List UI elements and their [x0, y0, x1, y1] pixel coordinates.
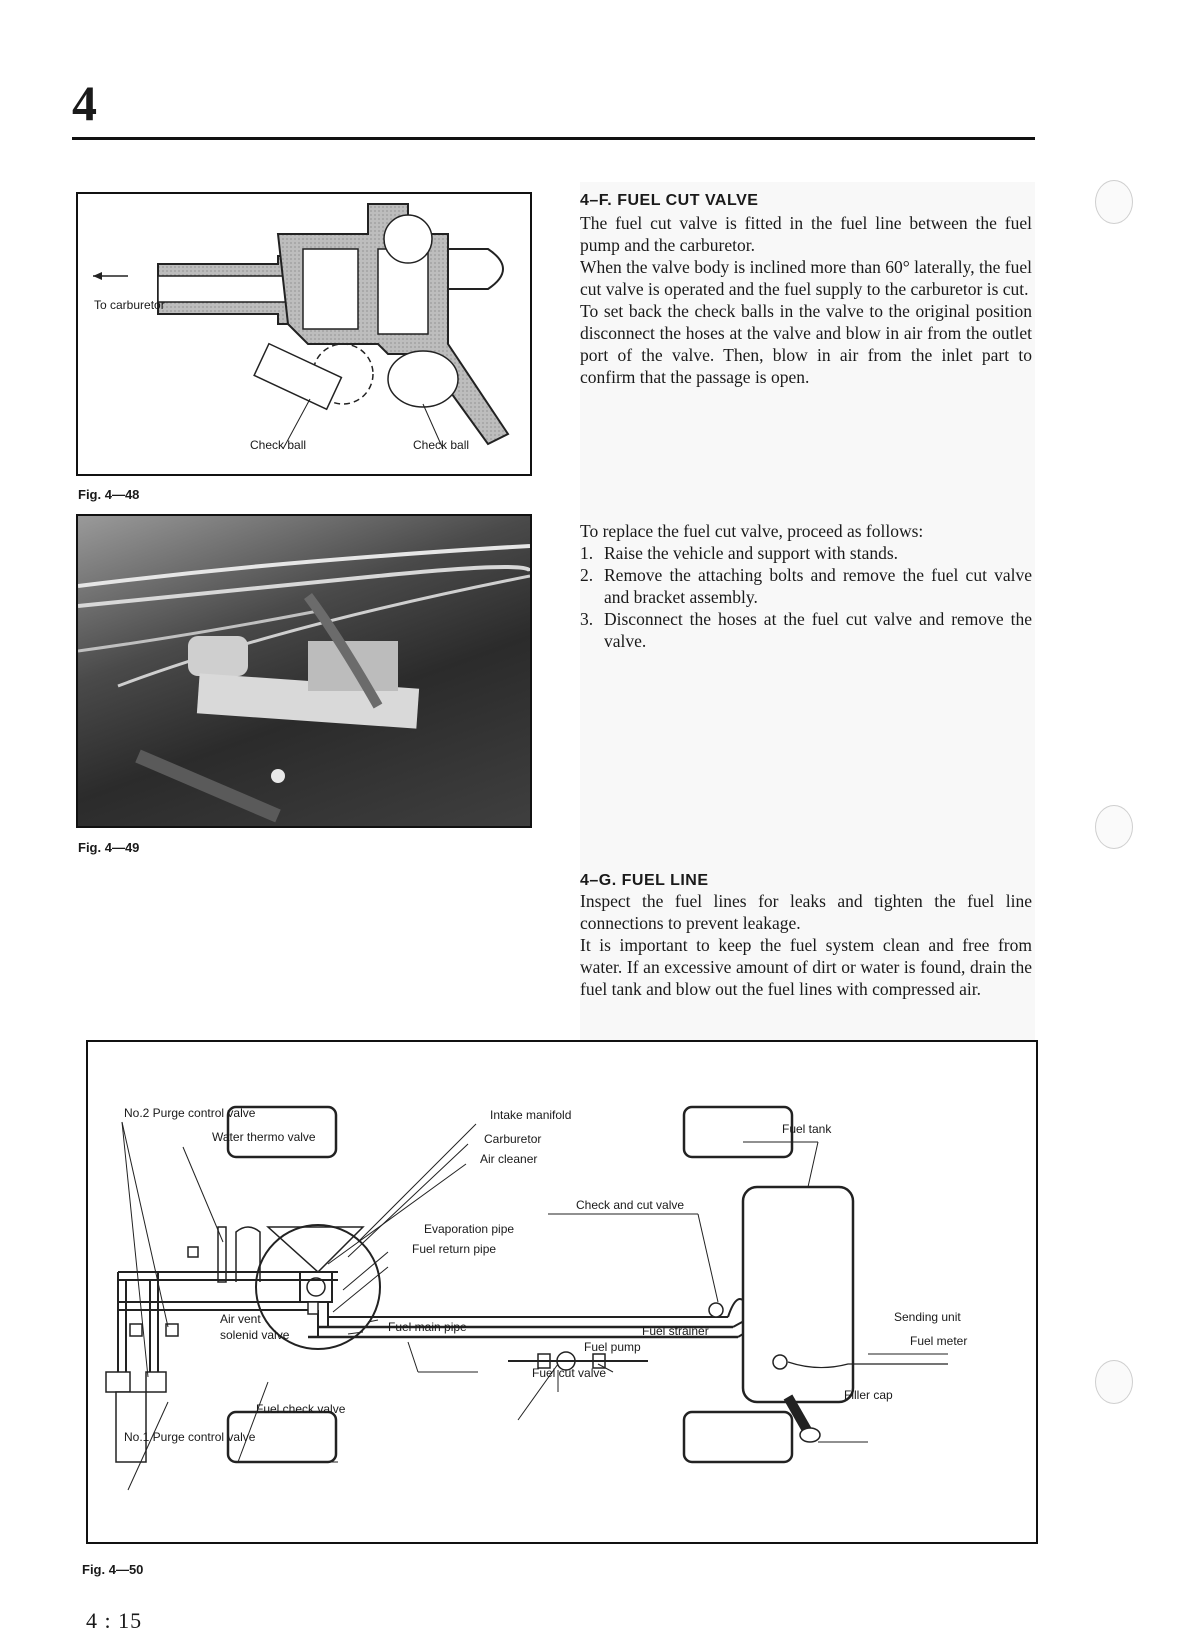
fuel-cut-valve-diagram — [78, 194, 530, 474]
sending-unit-label: Sending unit — [894, 1310, 961, 1324]
step-text: Raise the vehicle and support with stands. — [604, 543, 899, 563]
figure-caption: Fig. 4—50 — [82, 1562, 144, 1577]
no1-purge-control-valve-label: No.1 Purge control valve — [124, 1430, 256, 1444]
page-number: 4 : 15 — [86, 1608, 143, 1633]
fuel-main-pipe-label: Fuel main pipe — [388, 1320, 467, 1334]
fuel-check-valve-label: Fuel check valve — [256, 1402, 346, 1416]
figure-4-49-photo — [76, 514, 532, 828]
fuel-pump-label: Fuel pump — [584, 1340, 641, 1354]
binder-hole — [1095, 1360, 1133, 1404]
paragraph: To set back the check balls in the valve to the original position disconnect the hoses at the valve and blow in air from the outlet port of the valve. Then, blow in air from the inlet part to confirm that the passage is open. — [580, 301, 1032, 387]
chapter-number: 4 — [72, 75, 97, 131]
section-heading: 4–F. FUEL CUT VALVE — [580, 192, 759, 209]
intake-manifold-label: Intake manifold — [490, 1108, 572, 1122]
procedure-step — [580, 564, 1032, 608]
paragraph: Inspect the fuel lines for leaks and tighten the fuel line connections to prevent leakage. — [580, 891, 1032, 933]
step-text: Remove the attaching bolts and remove the fuel cut valve and bracket assembly. — [604, 565, 1032, 607]
air-cleaner-label: Air cleaner — [480, 1152, 538, 1166]
check-ball-label: Check ball — [413, 438, 470, 452]
procedure-step — [580, 608, 1032, 652]
replace-procedure — [580, 520, 1032, 652]
paragraph: The fuel cut valve is fitted in the fuel line between the fuel pump and the carburetor. — [580, 213, 1032, 255]
figure-caption: Fig. 4—49 — [78, 840, 140, 855]
step-number: 1. — [580, 543, 594, 563]
binder-hole — [1095, 180, 1133, 224]
to-carburetor-label: To carburetor — [94, 298, 165, 312]
water-thermo-valve-label: Water thermo valve — [212, 1130, 316, 1144]
fuel-meter-label: Fuel meter — [910, 1334, 968, 1348]
fuel-cut-valve-photo — [78, 516, 530, 826]
step-number: 2. — [580, 565, 594, 585]
procedure-intro: To replace the fuel cut valve, proceed as follows: — [580, 521, 924, 541]
fuel-return-pipe-label: Fuel return pipe — [412, 1242, 497, 1256]
section-heading: 4–G. FUEL LINE — [580, 872, 709, 889]
no2-purge-control-valve-label: No.2 Purge control valve — [124, 1106, 256, 1120]
header-rule — [72, 137, 1035, 140]
procedure-step — [580, 542, 1032, 564]
paragraph: It is important to keep the fuel system clean and free from water. If an excessive amount of dirt or water is found, drain the fuel tank and blow out the fuel lines with compressed air. — [580, 935, 1032, 999]
check-ball-label: Check ball — [250, 438, 307, 452]
fuel-strainer-label: Fuel strainer — [642, 1324, 709, 1338]
figure-4-48 — [76, 192, 532, 476]
carburetor-label: Carburetor — [484, 1132, 542, 1146]
check-and-cut-valve-label: Check and cut valve — [576, 1198, 685, 1212]
filler-cap-label: Filler cap — [844, 1388, 893, 1402]
section-fuel-cut-valve — [580, 192, 1032, 388]
step-text: Disconnect the hoses at the fuel cut valve and remove the valve. — [604, 609, 1032, 651]
fuel-tank-label: Fuel tank — [782, 1122, 832, 1136]
air-vent-label: Air vent — [220, 1312, 261, 1326]
solenoid-valve-label: solenid valve — [220, 1328, 290, 1342]
step-number: 3. — [580, 609, 594, 629]
figure-4-50 — [86, 1040, 1038, 1544]
figure-caption: Fig. 4—48 — [78, 487, 140, 502]
section-fuel-line — [580, 872, 1032, 1000]
evaporation-pipe-label: Evaporation pipe — [424, 1222, 515, 1236]
paragraph: When the valve body is inclined more than 60° laterally, the fuel cut valve is operated and the fuel supply to the carburetor is cut. — [580, 257, 1032, 299]
fuel-cut-valve-label: Fuel cut valve — [532, 1366, 607, 1380]
binder-hole — [1095, 805, 1133, 849]
